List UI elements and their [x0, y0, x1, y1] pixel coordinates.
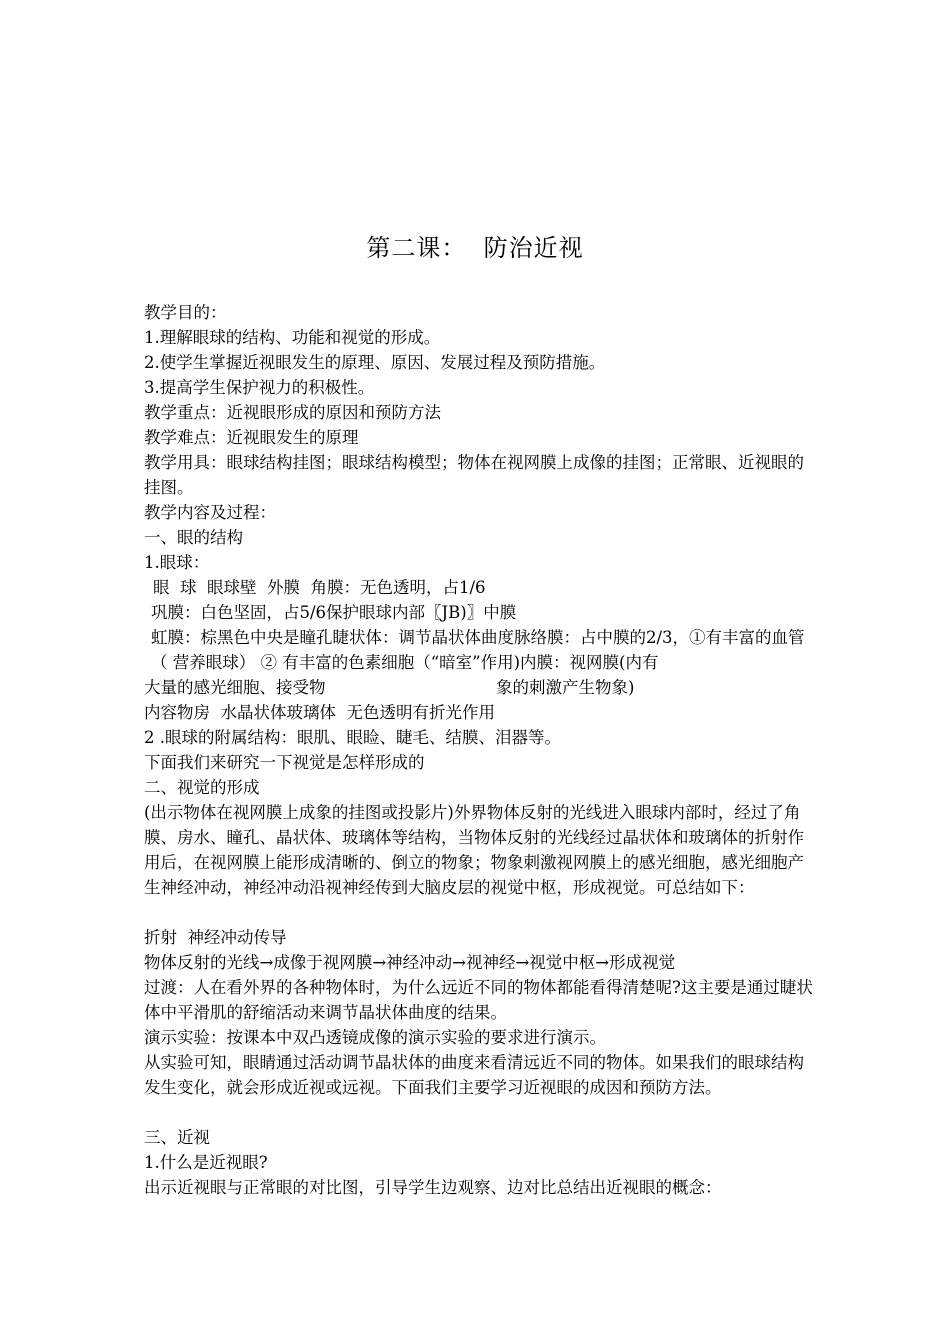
section-2-heading: 二、视觉的形成	[144, 778, 260, 797]
difficult-points: 教学难点：近视眼发生的原理	[144, 428, 359, 447]
retina-line-left: 大量的感光细胞、接受物	[144, 678, 326, 697]
retina-line-right: 象的刺激产生物象)	[496, 678, 635, 697]
vision-pathway: 物体反射的光线→成像于视网膜→神经冲动→视神经→视觉中枢→形成视觉	[144, 953, 676, 972]
vision-formation-paragraph: (出示物体在视网膜上成象的挂图或投影片)外界物体反射的光线进入眼球内部时，经过了角膜、房水、瞳孔、晶状体、玻璃体等结构，当物体反射的光线经过晶状体和玻璃体的折射作用后，在视网膜上能形成清晰的、倒立的物象；物象刺激视网膜上的感光细胞，感光细胞产生神经冲动，神经冲动沿视神经传到大脑皮层的视觉中枢，形成视觉。可总结如下：	[144, 803, 804, 897]
contents-line: 内容物房 水晶状体玻璃体 无色透明有折光作用	[144, 703, 495, 722]
lesson-title: 第二课： 防治近视	[366, 234, 584, 262]
transition-paragraph: 过渡：人在看外界的各种物体时，为什么远近不同的物体都能看得清楚呢?这主要是通过睫状体中平滑肌的舒缩活动来调节晶状体曲度的结果。	[144, 978, 813, 1022]
objectives-heading: 教学目的：	[144, 303, 227, 322]
lesson-body	[144, 300, 814, 1200]
process-labels: 折射 神经冲动传导	[144, 928, 287, 947]
eyeball-wall-line: 眼 球 眼球壁 外膜 角膜：无色透明，占1/6	[153, 578, 486, 597]
myopia-question: 1.什么是近视眼?	[144, 1153, 268, 1172]
process-heading: 教学内容及过程：	[144, 503, 276, 522]
myopia-comparison: 出示近视眼与正常眼的对比图，引导学生边观察、边对比总结出近视眼的概念：	[144, 1178, 722, 1197]
transition-to-vision: 下面我们来研究一下视觉是怎样形成的	[144, 753, 425, 772]
objective-3: 3.提高学生保护视力的积极性。	[144, 378, 375, 397]
eyeball-heading: 1.眼球：	[144, 553, 210, 572]
key-points: 教学重点：近视眼形成的原因和预防方法	[144, 403, 441, 422]
retina-line	[144, 675, 814, 700]
sclera-line: 巩膜：白色坚固，占5/6保护眼球内部〖JB)〗中膜	[151, 603, 517, 622]
experiment-conclusion: 从实验可知，眼睛通过活动调节晶状体的曲度来看清远近不同的物体。如果我们的眼球结构发生变化，就会形成近视或远视。下面我们主要学习近视眼的成因和预防方法。	[144, 1053, 804, 1097]
section-1-heading: 一、眼的结构	[144, 528, 243, 547]
demo-experiment: 演示实验：按课本中双凸透镜成像的演示实验的要求进行演示。	[144, 1028, 606, 1047]
section-3-heading: 三、近视	[144, 1128, 210, 1147]
iris-paragraph: 虹膜：棕黑色中央是瞳孔睫状体：调节晶状体曲度脉络膜：占中膜的2/3，①有丰富的血管（ 营养眼球） ② 有丰富的色素细胞（“暗室”作用)内膜：视网膜(内有	[151, 628, 805, 672]
objective-1: 1.理解眼球的结构、功能和视觉的形成。	[144, 328, 441, 347]
teaching-aids: 教学用具：眼球结构挂图；眼球结构模型；物体在视网膜上成像的挂图；正常眼、近视眼的挂图。	[144, 453, 804, 497]
accessory-structures: 2 .眼球的附属结构：眼肌、眼睑、睫毛、结膜、泪器等。	[144, 728, 561, 747]
objective-2: 2.使学生掌握近视眼发生的原理、原因、发展过程及预防措施。	[144, 353, 606, 372]
